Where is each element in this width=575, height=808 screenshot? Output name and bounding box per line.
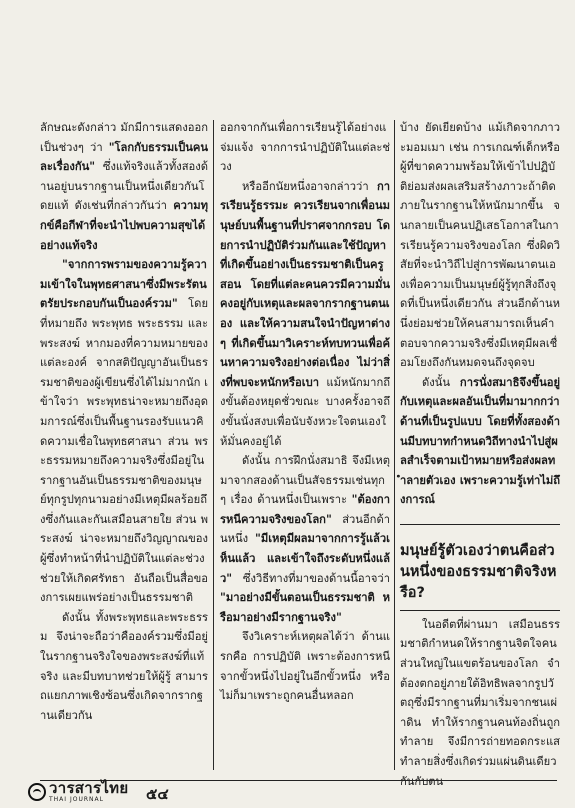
paragraph: หรืออีกนัยหนึ่งอาจกล่าวว่า การเรียนรู้ธรรมะ ควรเรียนจากเพื่อนมนุษย์บนพื้นฐานที่ปราศจากกรอบ โดยการนำปฏิบัติร่วมกันและใช้ปัญหาที่เกิดขึ้นอย่างเป็นธรรมชาติเป็นครูสอน โดยที่แต่ละคนควรมีความมั่นคงอยู่กับเหตุและผลจากรากฐานตนเอง และให้ความสนใจนำปัญหาต่างๆ ที่เกิดขึ้นมาวิเคราะห์ทบทวนเพื่อค้นหาความจริงอย่างต่อเนื่อง ไม่ว่าสิ่งที่พบจะหนักหรือเบา แม้หนักมากถึงขั้นต้องหยุดชั่วขณะ บางครั้งอาจถึงขั้นนั่งสงบเพื่อนับจังหวะใจตนเองให้มั่นคงอยู่ได้ [220, 179, 390, 448]
text-column-1 [40, 118, 208, 725]
paragraph: ในอดีตที่ผ่านมา เสมือนธรรมชาติกำหนดให้รากฐานจิตใจคนส่วนใหญ่ในแขตร้อนของโลก จำต้องตกอยู่ภายใต้อิทธิพลจากรูปวัตถุซึ่งมีรากฐานที่มาเริ่มจากชนเผ่าดิน ทำให้รากฐานคนท้องถิ่นถูกทำลาย จึงมีการถ่ายทอดกระแส ทำลายสิ่งซึ่งเกิดร่วมแผ่นดินเดียวกันกับตน [400, 617, 560, 788]
paragraph: ดังนั้น การฝึกนั่งสมาธิ จึงมีเหตุมาจากสองด้านเป็นสัจธรรมเช่นทุกๆ เรื่อง ด้านหนึ่งเป็นเพราะ "ต้องการหนีความจริงของโลก" ส่วนอีกด้านหนึ่ง "มีเหตุมีผลมาจากการรู้แล้วเห็นแล้ว และเข้าใจถึงระดับหนึ่งแล้ว" ซึ่งวิธีทางที่มาของด้านนี้อาจว่า "มาอย่างมีขั้นตอนเป็นธรรมชาติ หรือมาอย่างมีรากฐานจริง" [220, 454, 390, 624]
text-column-3 [400, 118, 560, 791]
paragraph: ออกจากกันเพื่อการเรียนรู้ได้อย่างแจ่มแจ้ง จากการนำปฏิบัติในแต่ละช่วง [220, 121, 390, 174]
paragraph: ดังนั้น การนั่งสมาธิจึงขึ้นอยู่กับเหตุและผลอันเป็นที่มามากกว่าด้านที่เป็นรูปแบบ โดยที่ทั้งสองด้านมีบทบาทกำหนดวิถีทางนำไปสู่ผลสำเร็จตามเป้าหมายหรือส่งผลทำลายตัวเอง เพราะความรู้เท่าไม่ถึงการณ์ [400, 375, 560, 507]
paragraph: ดังนั้น ทั้งพระพุทธและพระธรรม จึงน่าจะถือว่าคือองค์รวมซึ่งมีอยู่ในรากฐานจริงใจของพระสงฆ์ที่แท้จริง และมีบทบาทช่วยให้ผู้รู้ สามารถแยกภาพเชิงซ้อนซึ่งเกิดจากรากฐานเดียวกัน [40, 610, 208, 722]
column-divider [394, 120, 395, 770]
logo-title: วารสารไทย [49, 779, 129, 797]
logo-subtitle: THAI JOURNAL [49, 796, 104, 803]
section-heading: มนุษย์รู้ตัวเองว่าตนคือส่วนหนึ่งของธรรมชาติจริงหรือ? [400, 542, 557, 601]
text-column-2 [220, 118, 390, 706]
page-number: ๕๔ [146, 785, 169, 803]
paragraph: จึงวิเคราะห์เหตุผลได้ว่า ด้านแรกคือ การปฏิบัติ เพราะต้องการหนีจากขั้วหนึ่งไปอยู่ในอีกขั้วหนึ่ง หรือไม่ก็มาเพราะถูกคนอื่นหลอก [220, 630, 390, 703]
journal-logo [28, 779, 138, 805]
heading-rule [400, 610, 560, 611]
paragraph: บ้าง ยัดเยียดบ้าง แม้เกิดจากภาวะมอมเมา เช่น การเกณฑ์เด็กหรือผู้ที่ขาดความพร้อมให้เข้าไปปฏิบัติย่อมส่งผลเสริมสร้างภาวะถ้าติดภายในรากฐานให้หนักมากขึ้น จนกลายเป็นคนปฏิเสธโอกาสในการเรียนรู้ความจริงของโลก ซึ่งผิดวิสัยที่จะนำวิถีไปสู่การพัฒนาตนเองเพื่อความเป็นมนุษย์ผู้รู้ทุกสิ่งถึงจุดที่เป็นหนึ่งเดียวกัน ส่วนอีกด้านหนึ่งย่อมช่วยให้คนสามารถเห็นคำตอบจากความจริงซึ่งมีเหตุมีผลเชื่อมโยงถึงกันหมดจนถึงจุดจบ [400, 121, 560, 370]
paragraph: "จากการพรามของความรู้ความเข้าใจในพุทธศาสนาซึ่งมีพระรัตนตรัยประกอบกันเป็นองค์รวม" โดยที่หมายถึง พระพุทธ พระธรรม และ พระสงฆ์ หากมองที่ความหมายของแต่ละองค์ จากสติปัญญาอันเป็นธรรมชาติของผู้เขียนซึ่งได้ไม่มากนัก เข้าใจว่า พระพุทธน่าจะหมายถึงอุดมการณ์ซึ่งเป็นพื้นฐานรองรับแนวคิดความเชื่อในพุทธศาสนา ส่วน พระธรรมหมายถึงความจริงซึ่งมีอยู่ในรากฐานอันเป็นธรรมชาติของมนุษย์ทุกรูปทุกนามอย่างมีเหตุมีผลร้อยถึงซึ่งกันและกันเสมือนสายใย ส่วน พระสงฆ์ น่าจะหมายถึงวิญญาณของผู้ซึ่งทำหน้าที่นำปฏิบัติในแต่ละช่วงช่วยให้เกิดศรัทธา อันถือเป็นสื่อของการเผยแพร่อย่างเป็นธรรมชาติ [40, 258, 208, 605]
paragraph: ลักษณะดังกล่าว มักมีการแสดงออกเป็นช่วงๆ ว่า "โลกกับธรรมเป็นคนละเรื่องกัน" ซึ่งแท้จริงแล้วทั้งสองด้านอยู่บนรากฐานเป็นหนึ่งเดียวกันโดยแท้ ดังเช่นที่กล่าวกันว่า ความทุกข์คือกีฬาที่จะนำไปพบความสุขได้อย่างแท้จริง [40, 121, 208, 252]
heading-rule [400, 524, 560, 525]
column-divider [213, 120, 214, 770]
journal-emblem-icon [28, 783, 46, 801]
